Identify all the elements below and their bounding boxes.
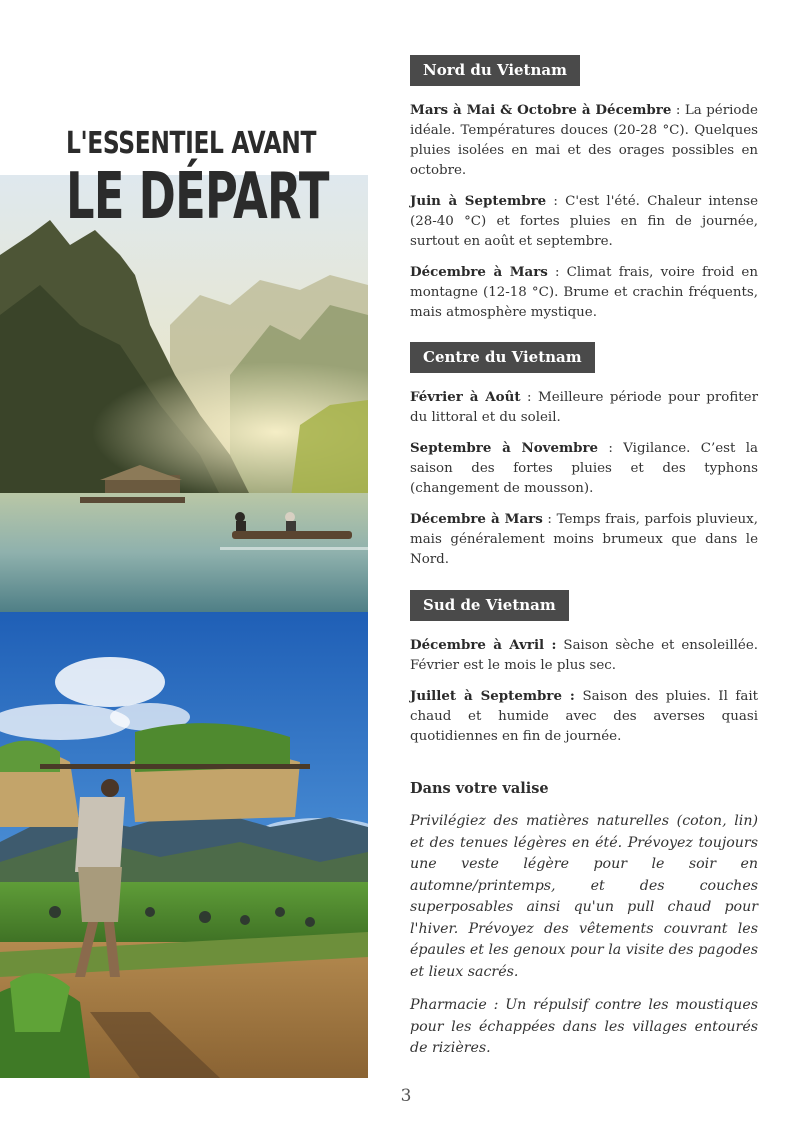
entry-centre-2: Septembre à Novembre : Vigilance. C’est la saison des fortes pluies et des typhons (changement de mousson). bbox=[410, 440, 758, 496]
section-heading-centre: Centre du Vietnam bbox=[410, 342, 595, 373]
karst-lake-photo bbox=[0, 175, 368, 612]
section-valise bbox=[410, 780, 758, 1060]
section-centre bbox=[410, 342, 758, 570]
section-nord bbox=[410, 55, 758, 323]
valise-paragraph-2: Pharmacie : Un répulsif contre les moustiques pour les échappées dans les villages entourés de rizières. bbox=[410, 997, 758, 1056]
section-heading-nord: Nord du Vietnam bbox=[410, 55, 580, 86]
entry-nord-2: Juin à Septembre : C'est l'été. Chaleur intense (28-40 °C) et fortes pluies en fin de journée, surtout en août et septembre. bbox=[410, 193, 759, 249]
valise-paragraph-1: Privilégiez des matières naturelles (coton, lin) et des tenues légères en été. Prévoyez toujours une veste légère pour le soir en automne/printemps, et des couches superposables ainsi qu'un pull chaud pour l'hiver. Prévoyez des vêtements couvrant les épaules et les genoux pour la visite des pagodes et lieux sacrés. bbox=[410, 813, 758, 980]
section-heading-sud: Sud de Vietnam bbox=[410, 590, 569, 621]
title-line-1: L'ESSENTIEL AVANT bbox=[66, 126, 317, 161]
entry-centre-1: Février à Août : Meilleure période pour profiter du littoral et du soleil. bbox=[410, 389, 758, 425]
section-sud bbox=[410, 590, 758, 747]
valise-heading: Dans votre valise bbox=[410, 780, 549, 797]
entry-nord-1: Mars à Mai & Octobre à Décembre : La période idéale. Températures douces (20-28 °C). Quelques pluies isolées en mai et des orages possibles en octobre. bbox=[410, 102, 758, 178]
rice-terrace-photo bbox=[0, 612, 368, 1078]
page-title bbox=[66, 126, 441, 234]
page-number: 3 bbox=[400, 1086, 412, 1106]
entry-sud-2: Juillet à Septembre : Saison des pluies. Il fait chaud et humide avec des averses quasi quotidiennes en fin de journée. bbox=[410, 688, 758, 744]
title-line-2: LE DÉPART bbox=[66, 160, 329, 234]
entry-nord-3: Décembre à Mars : Climat frais, voire froid en montagne (12-18 °C). Brume et crachin fréquents, mais atmosphère mystique. bbox=[410, 264, 758, 320]
entry-sud-1: Décembre à Avril : Saison sèche et ensoleillée. Février est le mois le plus sec. bbox=[410, 637, 759, 673]
entry-centre-3: Décembre à Mars : Temps frais, parfois pluvieux, mais généralement moins brumeux que dans le Nord. bbox=[410, 511, 758, 567]
